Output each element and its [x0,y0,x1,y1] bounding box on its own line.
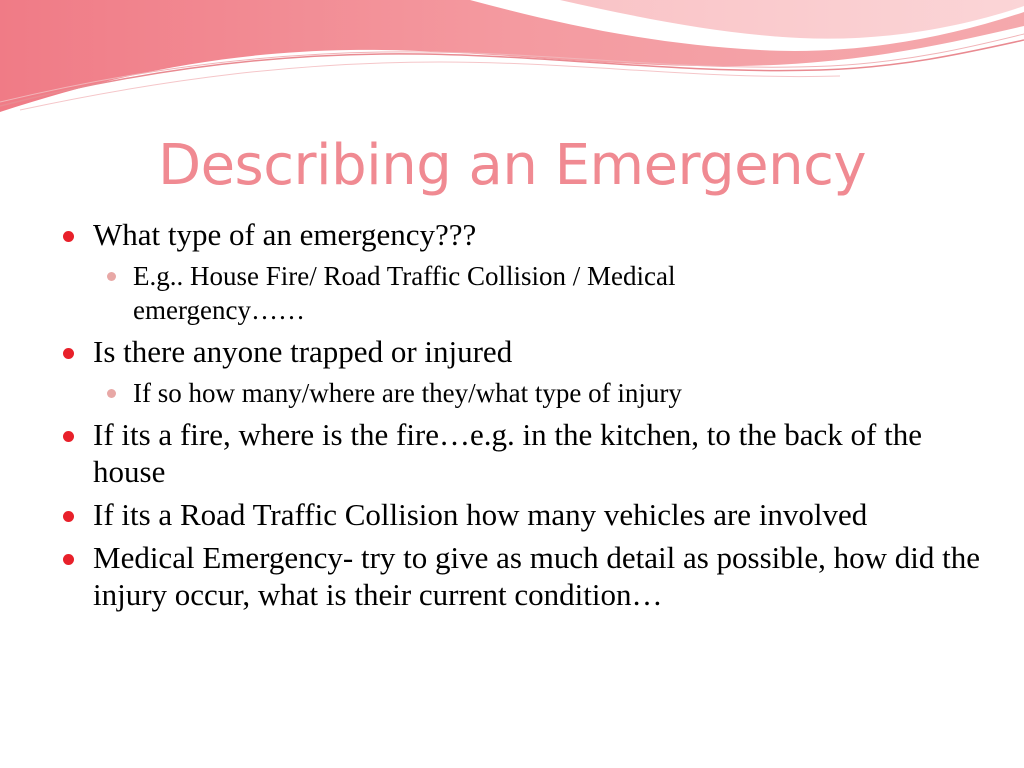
sub-bullet-text: If so how many/where are they/what type of injury [133,378,682,408]
sub-bullet-list [93,259,980,327]
bullet-item [60,539,980,613]
bullet-text: Is there anyone trapped or injured [93,334,513,369]
bullet-dot-icon [63,431,74,442]
bullet-dot-icon [63,554,74,565]
sub-bullet-item [93,376,893,410]
header-wave-decoration [0,0,1024,130]
bullet-text: Medical Emergency- try to give as much detail as possible, how did the injury occur, what is their current condition… [93,540,981,612]
bullet-dot-icon [63,348,74,359]
bullet-text: What type of an emergency??? [93,217,477,252]
bullet-text: If its a fire, where is the fire…e.g. in the kitchen, to the back of the house [93,417,922,489]
bullet-list [60,216,980,613]
bullet-text: If its a Road Traffic Collision how many vehicles are involved [93,497,868,532]
bullet-dot-icon [63,231,74,242]
bullet-item [60,496,883,533]
bullet-item [60,416,980,490]
bullet-dot-icon [63,511,74,522]
sub-bullet-item [93,259,833,327]
bullet-item [60,333,980,410]
sub-bullet-list [93,376,980,410]
slide-title: Describing an Emergency [157,133,867,198]
sub-bullet-text: E.g.. House Fire/ Road Traffic Collision / Medical emergency…… [133,261,676,325]
bullet-item [60,216,980,327]
sub-bullet-dot-icon [107,272,116,281]
sub-bullet-dot-icon [107,389,116,398]
